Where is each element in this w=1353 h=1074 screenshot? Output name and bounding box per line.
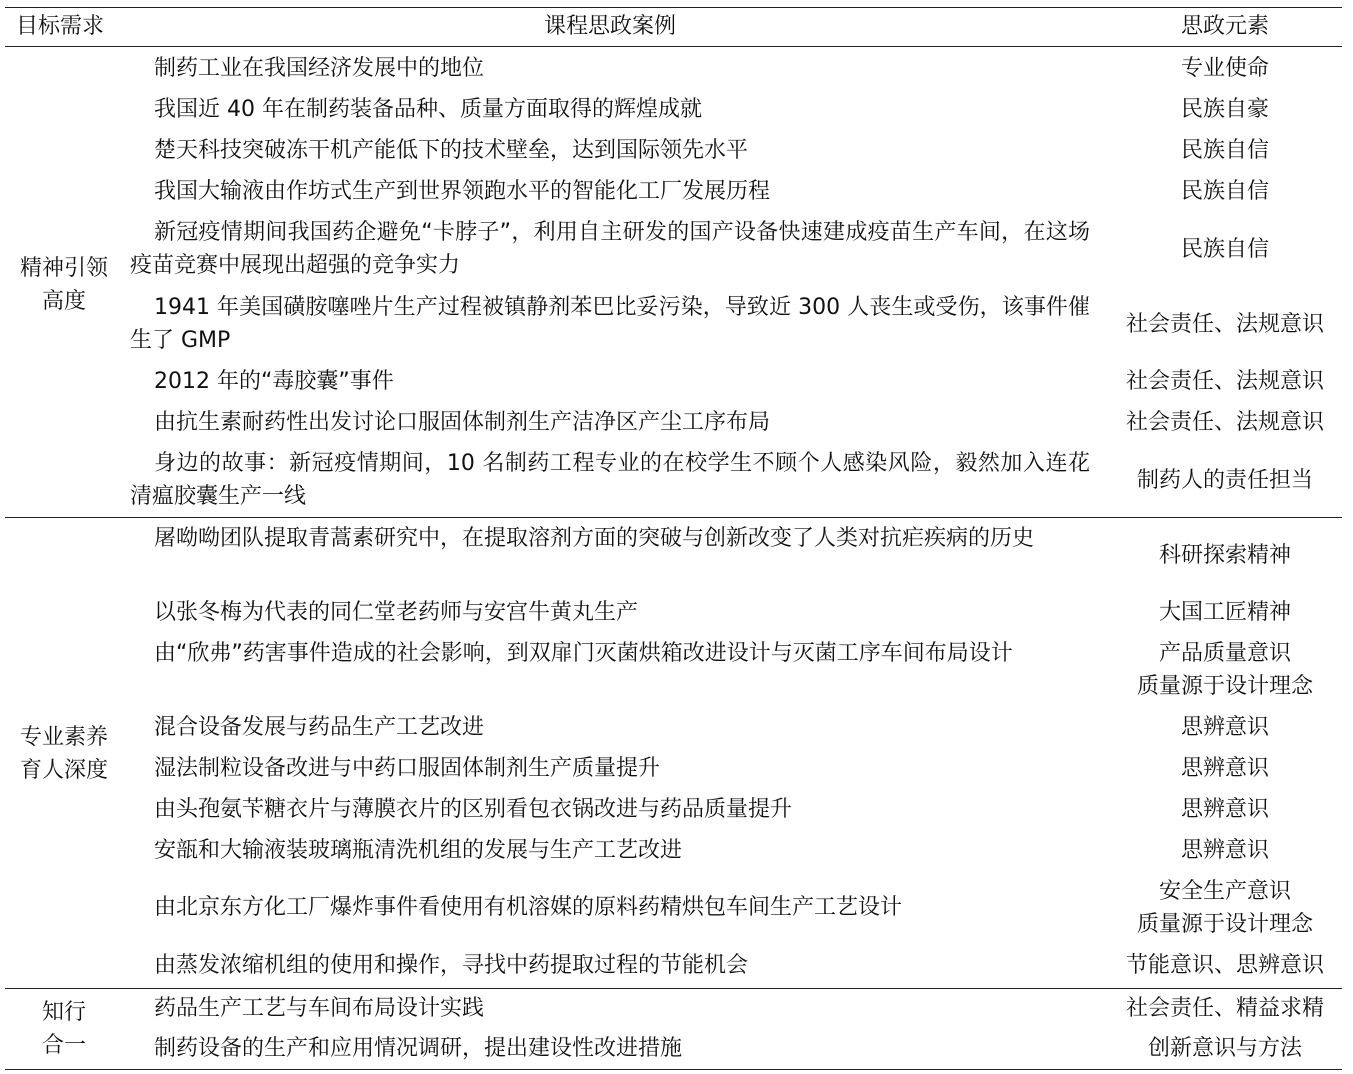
element-cell <box>1100 793 1350 826</box>
case-text: 混合设备发展与药品生产工艺改进 <box>154 715 485 740</box>
case-text: 楚天科技突破冻干机产能低下的技术壁垒，达到国际领先水平 <box>154 138 749 163</box>
element-cell <box>1100 711 1350 744</box>
table-row <box>0 175 1353 208</box>
element-cell <box>1100 949 1350 982</box>
table-row <box>0 834 1353 867</box>
element-cell <box>1100 447 1350 513</box>
case-text: 以张冬梅为代表的同仁堂老药师与安宫牛黄丸生产 <box>154 600 639 625</box>
case-text: 新冠疫情期间我国药企避免“卡脖子”，利用自主研发的国产设备快速建成疫苗生产车间，在这场疫苗竞赛中展现出超强的竞争实力 <box>130 220 1090 278</box>
table-row <box>0 365 1353 398</box>
element-cell <box>1100 522 1350 588</box>
case-text: 由北京东方化工厂爆炸事件看使用有机溶媒的原料药精烘包车间生产工艺设计 <box>154 895 903 920</box>
element-text: 大国工匠精神 <box>1158 600 1291 625</box>
element-cell <box>1100 93 1350 126</box>
table-row <box>0 134 1353 167</box>
element-text: 质量源于设计理念 <box>1136 674 1313 699</box>
case-text: 2012 年的“毒胶囊”事件 <box>154 369 394 394</box>
element-text: 创新意识与方法 <box>1147 1036 1302 1061</box>
group-divider-rule <box>5 988 1342 989</box>
element-text: 制药人的责任担当 <box>1136 467 1313 493</box>
element-text: 民族自信 <box>1180 179 1269 204</box>
case-text: 身边的故事：新冠疫情期间，10 名制药工程专业的在校学生不顾个人感染风险，毅然加入连花清瘟胶囊生产一线 <box>130 451 1090 509</box>
group-divider-rule <box>5 517 1342 518</box>
case-text: 由“欣弗”药害事件造成的社会影响，到双扉门灭菌烘箱改进设计与灭菌工序车间布局设计 <box>154 641 1013 666</box>
table-top-rule <box>5 7 1342 8</box>
category-line: 精神引领 <box>19 256 108 281</box>
element-cell <box>1100 52 1350 85</box>
case-text: 屠呦呦团队提取青蒿素研究中，在提取溶剂方面的突破与创新改变了人类对抗疟疾病的历史 <box>154 526 1035 551</box>
table-row <box>0 596 1353 629</box>
table-row <box>0 1032 1353 1065</box>
table-row <box>0 216 1353 282</box>
element-cell <box>1100 406 1350 439</box>
table-row <box>0 52 1353 85</box>
category-line: 知行 <box>41 1000 86 1025</box>
element-text: 社会责任、法规意识 <box>1125 369 1324 394</box>
element-text: 社会责任、精益求精 <box>1125 996 1324 1021</box>
case-text: 湿法制粒设备改进与中药口服固体制剂生产质量提升 <box>154 756 661 781</box>
element-text: 节能意识、思辨意识 <box>1125 953 1324 978</box>
element-text: 民族自信 <box>1180 236 1269 262</box>
element-text: 思辨意识 <box>1180 715 1269 740</box>
table-row <box>0 291 1353 357</box>
category-line: 合一 <box>41 1033 86 1058</box>
header-goal: 目标需求 <box>16 14 105 39</box>
table-row <box>0 949 1353 982</box>
case-text: 我国近 40 年在制药装备品种、质量方面取得的辉煌成就 <box>154 97 702 122</box>
element-text: 民族自信 <box>1180 138 1269 163</box>
table-row <box>0 637 1353 703</box>
table-row <box>0 875 1353 941</box>
element-cell <box>1100 834 1350 867</box>
element-text: 思辨意识 <box>1180 756 1269 781</box>
category-line: 高度 <box>41 289 86 314</box>
element-cell <box>1100 596 1350 629</box>
element-text: 科研探索精神 <box>1158 542 1291 568</box>
element-cell <box>1100 875 1350 941</box>
element-text: 专业使命 <box>1180 56 1269 81</box>
case-text: 制药设备的生产和应用情况调研，提出建设性改进措施 <box>154 1036 683 1061</box>
element-cell <box>1100 752 1350 785</box>
element-text: 安全生产意识 <box>1158 879 1291 904</box>
element-text: 思辨意识 <box>1180 797 1269 822</box>
element-text: 质量源于设计理念 <box>1136 912 1313 937</box>
element-text: 思辨意识 <box>1180 838 1269 863</box>
table-row <box>0 992 1353 1025</box>
element-cell <box>1100 291 1350 357</box>
table-row <box>0 406 1353 439</box>
element-cell <box>1100 134 1350 167</box>
case-text: 药品生产工艺与车间布局设计实践 <box>154 996 485 1021</box>
table-row <box>0 711 1353 744</box>
case-text: 由抗生素耐药性出发讨论口服固体制剂生产洁净区产尘工序布局 <box>154 410 771 435</box>
element-text: 民族自豪 <box>1180 97 1269 122</box>
category-line: 育人深度 <box>19 758 108 783</box>
table-row <box>0 752 1353 785</box>
case-text: 我国大输液由作坊式生产到世界领跑水平的智能化工厂发展历程 <box>154 179 771 204</box>
category-line: 专业素养 <box>19 725 108 750</box>
table-bottom-rule <box>5 1069 1342 1070</box>
element-text: 社会责任、法规意识 <box>1125 410 1324 435</box>
case-text: 安瓿和大输液装玻璃瓶清洗机组的发展与生产工艺改进 <box>154 838 683 863</box>
header-case: 课程思政案例 <box>543 14 676 39</box>
case-text: 1941 年美国磺胺噻唑片生产过程被镇静剂苯巴比妥污染，导致近 300 人丧生或受伤，该事件催生了 GMP <box>130 295 1090 353</box>
element-cell <box>1100 1032 1350 1065</box>
element-cell <box>1100 992 1350 1025</box>
header-bottom-rule <box>5 46 1342 47</box>
table-row <box>0 93 1353 126</box>
case-text: 制药工业在我国经济发展中的地位 <box>154 56 485 81</box>
element-text: 社会责任、法规意识 <box>1125 311 1324 337</box>
element-cell <box>1100 365 1350 398</box>
header-element: 思政元素 <box>1180 14 1269 39</box>
element-cell <box>1100 175 1350 208</box>
element-text: 产品质量意识 <box>1158 641 1291 666</box>
case-text: 由头孢氨苄糖衣片与薄膜衣片的区别看包衣锅改进与药品质量提升 <box>154 797 793 822</box>
table-row <box>0 793 1353 826</box>
element-cell <box>1100 637 1350 703</box>
element-cell <box>1100 216 1350 282</box>
table-row <box>0 522 1353 588</box>
table-row <box>0 447 1353 513</box>
case-text: 由蒸发浓缩机组的使用和操作，寻找中药提取过程的节能机会 <box>154 953 749 978</box>
